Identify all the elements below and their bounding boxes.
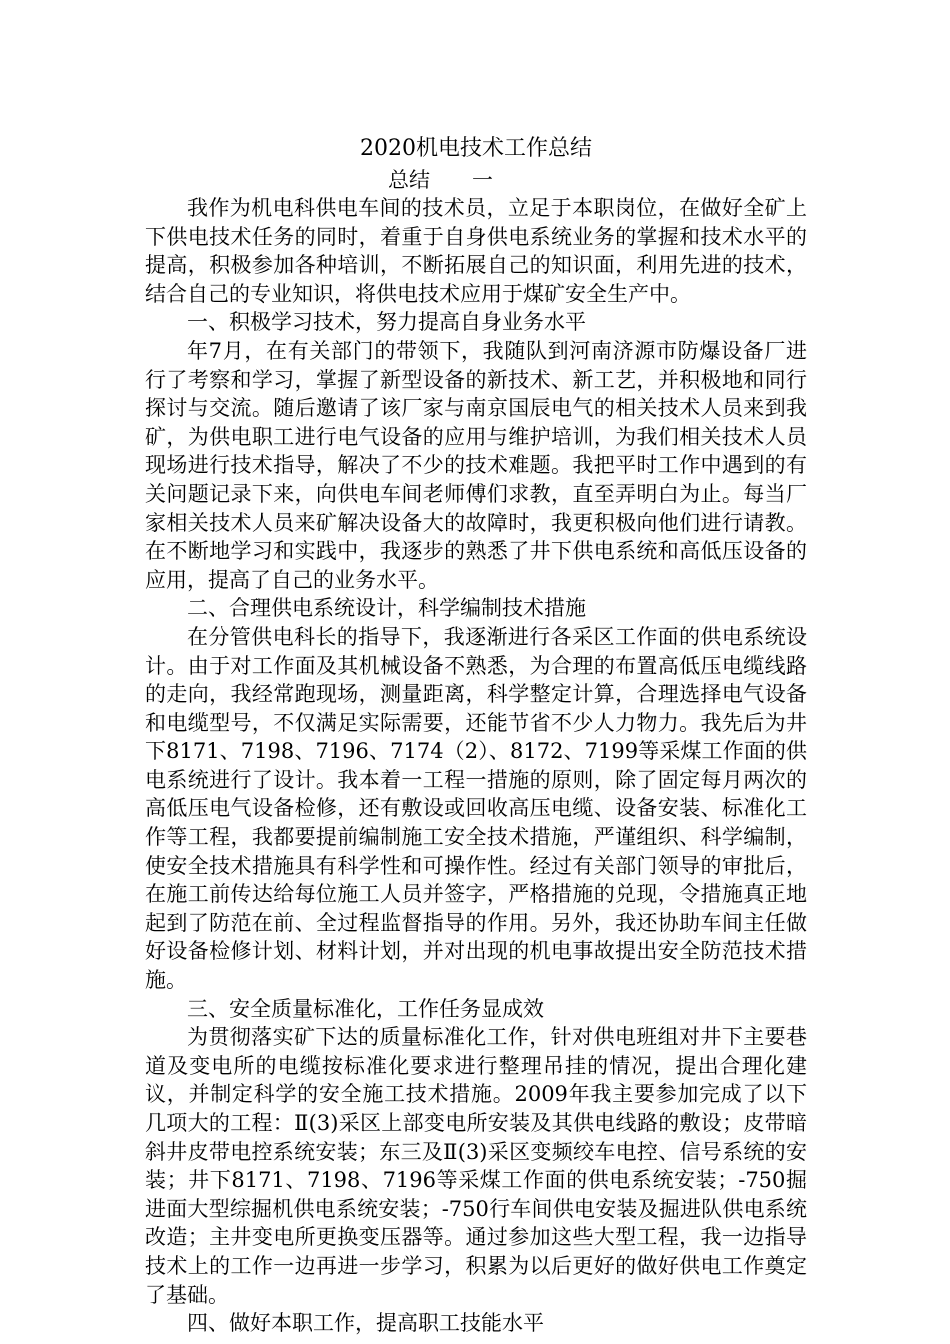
section-heading-3: 三、安全质量标准化，工作任务显成效 (187, 996, 544, 1021)
section-heading-1: 一、积极学习技术，努力提高自身业务水平 (187, 310, 586, 335)
document-page (145, 132, 807, 1338)
document-title: 2020机电技术工作总结 (360, 136, 592, 161)
section-heading-2: 二、合理供电系统设计，科学编制技术措施 (187, 596, 586, 621)
paragraph-intro: 我作为机电科供电车间的技术员，立足于本职岗位，在做好全矿上下供电技术任务的同时，着重于自身供电系统业务的掌握和技术水平的提高，积极参加各种培训，不断拓展自己的知识面，利用先进的技术，结合自己的专业知识，将供电技术应用于煤矿安全生产中。 (145, 196, 807, 306)
paragraph-section-1: 年7月，在有关部门的带领下，我随队到河南济源市防爆设备厂进行了考察和学习，掌握了新型设备的新技术、新工艺，并积极地和同行探讨与交流。随后邀请了该厂家与南京国辰电气的相关技术人员来到我矿，为供电职工进行电气设备的应用与维护培训，为我们相关技术人员现场进行技术指导，解决了不少的技术难题。我把平时工作中遇到的有关问题记录下来，向供电车间老师傅们求教，直至弄明白为止。每当厂家相关技术人员来矿解决设备大的故障时，我更积极向他们进行请教。在不断地学习和实践中，我逐步的熟悉了井下供电系统和高低压设备的应用，提高了自己的业务水平。 (145, 338, 807, 592)
document-subtitle: 总结 一 (388, 168, 493, 192)
section-heading-4: 四、做好本职工作，提高职工技能水平 (187, 1311, 544, 1336)
paragraph-section-3: 为贯彻落实矿下达的质量标准化工作，针对供电班组对井下主要巷道及变电所的电缆按标准化要求进行整理吊挂的情况，提出合理化建议，并制定科学的安全施工技术措施。2009年我主要参加完成了以下几项大的工程：Ⅱ(3)采区上部变电所安装及其供电线路的敷设；皮带暗斜井皮带电控系统安装；东三及Ⅱ(3)采区变频绞车电控、信号系统的安装；井下8171、7198、7196等采煤工作面的供电系统安装；-750掘进面大型综掘机供电系统安装；-750行车间供电安装及掘进队供电系统改造；主井变电所更换变压器等。通过参加这些大型工程，我一边指导技术上的工作一边再进一步学习，积累为以后更好的做好供电工作奠定了基础。 (145, 1025, 807, 1307)
paragraph-section-2: 在分管供电科长的指导下，我逐渐进行各采区工作面的供电系统设计。由于对工作面及其机械设备不熟悉，为合理的布置高低压电缆线路的走向，我经常跑现场，测量距离，科学整定计算，合理选择电气设备和电缆型号，不仅满足实际需要，还能节省不少人力物力。我先后为井下8171、7198、7196、7174（2）、8172、7199等采煤工作面的供电系统进行了设计。我本着一工程一措施的原则，除了固定每月两次的高低压电气设备检修，还有敷设或回收高压电缆、设备安装、标准化工作等工程，我都要提前编制施工安全技术措施，严谨组织、科学编制，使安全技术措施具有科学性和可操作性。经过有关部门领导的审批后，在施工前传达给每位施工人员并签字，严格措施的兑现，令措施真正地起到了防范在前、全过程监督指导的作用。另外，我还协助车间主任做好设备检修计划、材料计划，并对出现的机电事故提出安全防范技术措施。 (145, 624, 807, 993)
